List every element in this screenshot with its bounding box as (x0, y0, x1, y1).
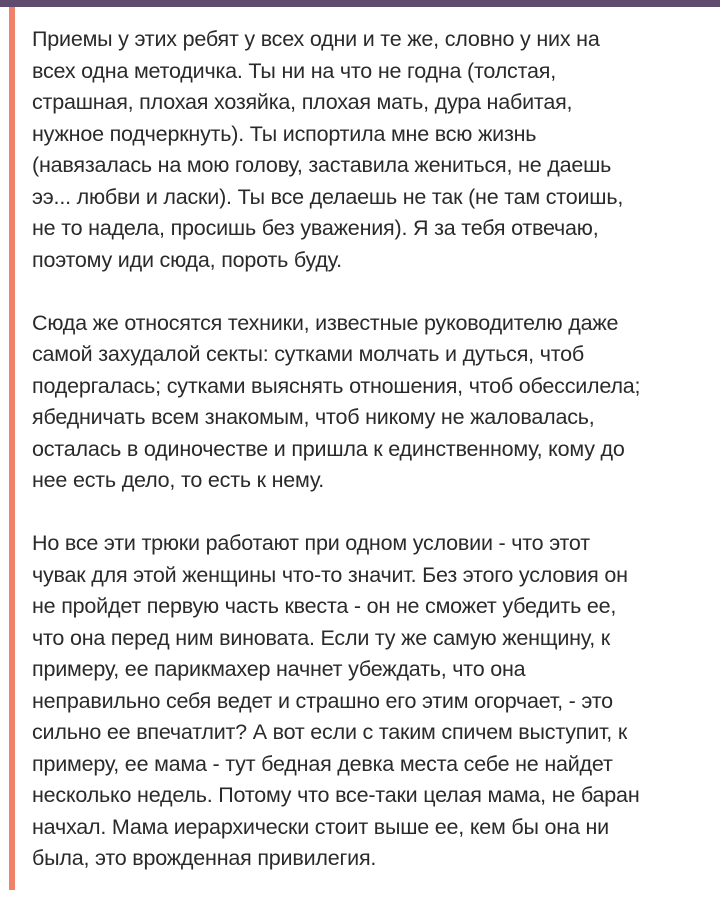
text-line: несколько недель. Потому что все-таки целая мама, не баран (32, 783, 640, 807)
text-line: самой захудалой секты: сутками молчать и дуться, чтоб (32, 342, 585, 366)
text-line: нужное подчеркнуть). Ты испортила мне всю жизнь (32, 121, 537, 146)
text-line: подергалась; сутками выяснять отношения, чтоб обессилела; (32, 373, 641, 398)
text-line: ээ... любви и ласки). Ты все делаешь не так (не там стоишь, (32, 184, 624, 209)
text-line: страшная, плохая хозяйка, плохая мать, дура набитая, (32, 90, 573, 114)
text-line: что она перед ним виновата. Если ту же самую женщину, к (32, 625, 610, 650)
text-line: чувак для этой женщины что-то значит. Без этого условия он (32, 562, 628, 587)
text-line: Приемы у этих ребят у всех одни и те же, словно у них на (32, 27, 600, 51)
text-line: не то надела, просишь без уважения). Я за тебя отвечаю, (32, 216, 599, 240)
quote-accent-bar (9, 7, 15, 890)
text-line: осталась в одиночестве и пришла к единственному, кому до (32, 436, 625, 461)
text-line: примеру, ее мама - тут бедная девка места себе не найдет (32, 751, 613, 776)
quote-text-block (32, 24, 712, 906)
text-line: ябедничать всем знакомым, чтоб никому не жаловалась, (32, 405, 595, 429)
text-line: всех одна методичка. Ты ни на что не годна (толстая, (32, 58, 556, 83)
top-bar (0, 0, 720, 7)
text-line: нее есть дело, то есть к нему. (32, 468, 325, 492)
text-line: (навязалась на мою голову, заставила жениться, не даешь (32, 153, 612, 177)
text-line: Но все эти трюки работают при одном условии - что этот (32, 531, 590, 555)
text-line: не пройдет первую часть квеста - он не сможет убедить ее, (32, 594, 617, 618)
text-line: Сюда же относятся техники, известные руководителю даже (32, 310, 619, 335)
paragraph-3 (32, 528, 712, 875)
text-line: поэтому иди сюда, пороть буду. (32, 247, 342, 272)
text-line: была, это врожденная привилегия. (32, 846, 377, 870)
text-line: начхал. Мама иерархически стоит выше ее, кем бы она ни (32, 814, 609, 839)
text-line: неправильно себя ведет и страшно его этим огорчает, - это (32, 688, 613, 713)
text-line: сильно ее впечатлит? А вот если с таким спичем выступит, к (32, 720, 628, 744)
paragraph-1 (32, 24, 712, 276)
paragraph-2 (32, 308, 712, 497)
text-line: примеру, ее парикмахер начнет убеждать, что она (32, 657, 526, 681)
